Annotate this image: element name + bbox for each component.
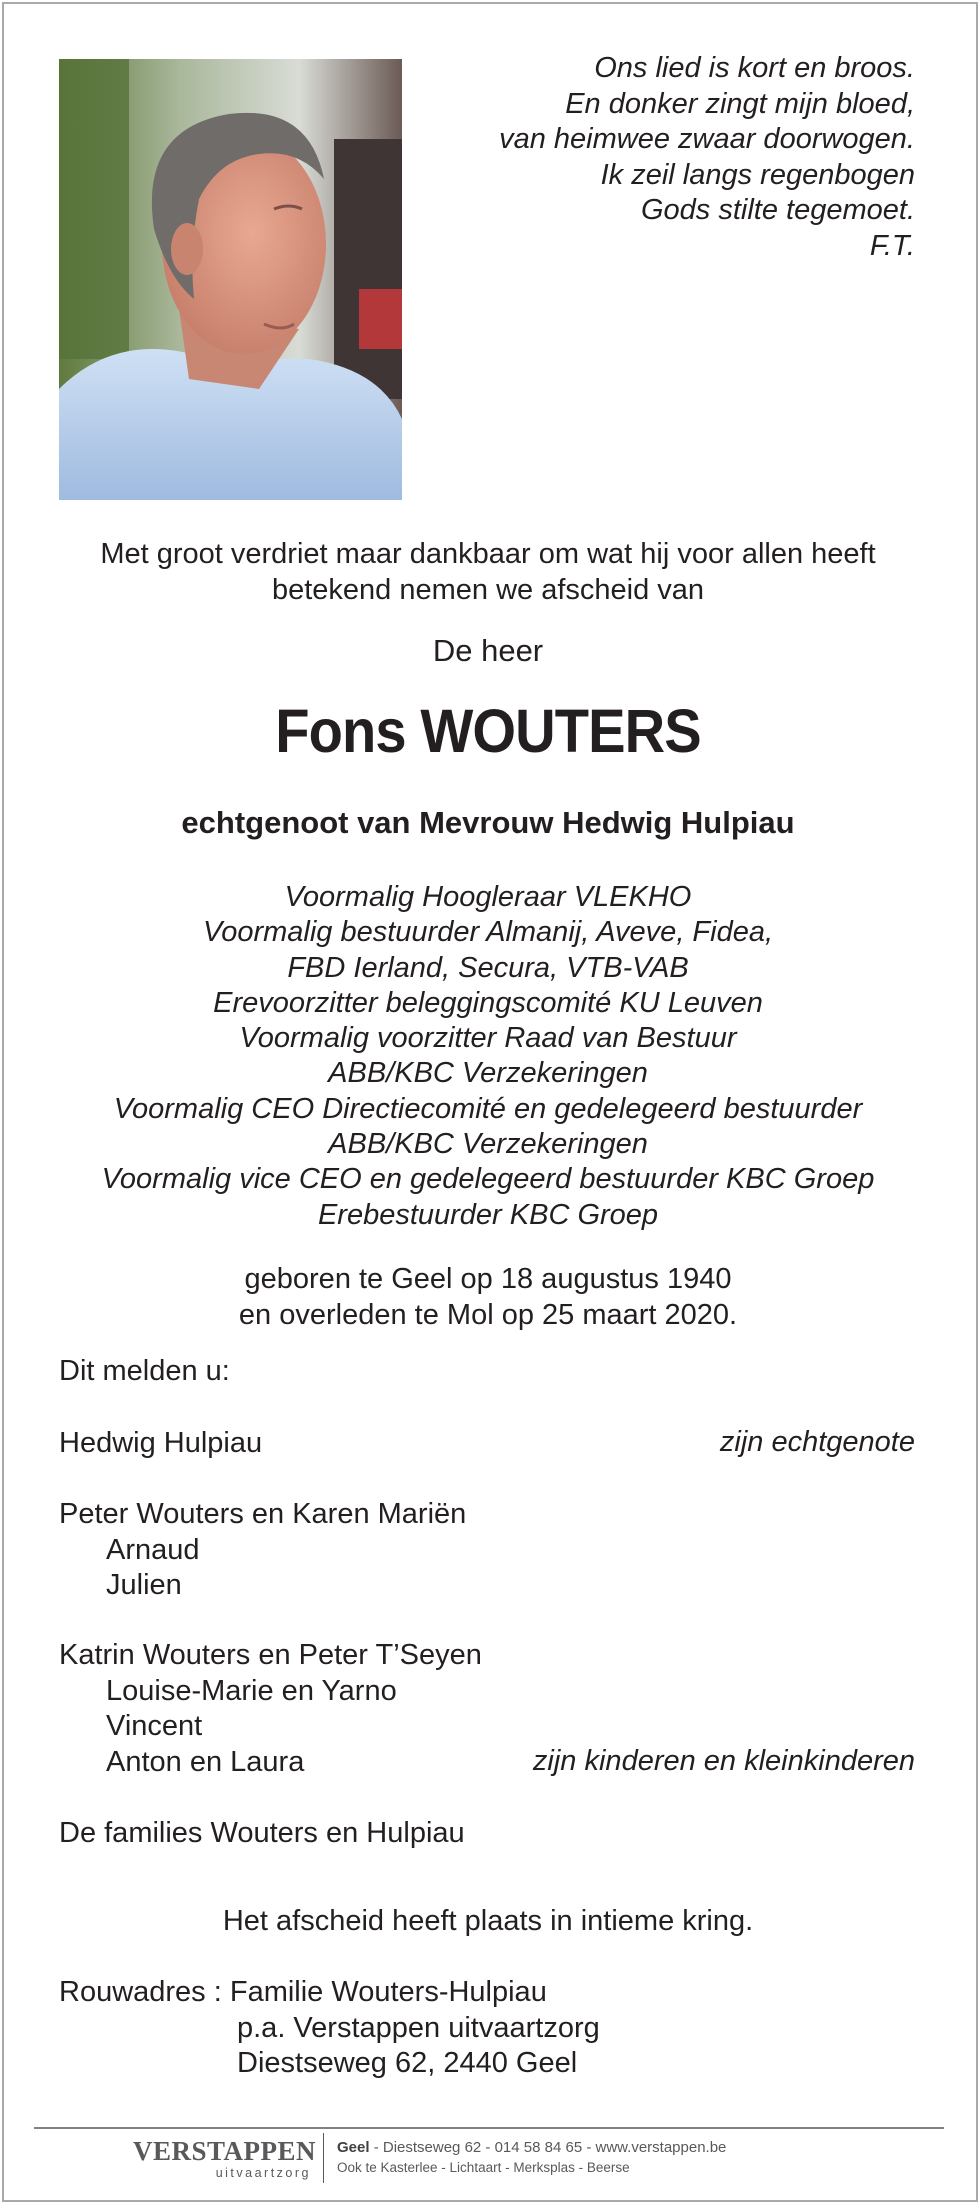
title-line: FBD Ierland, Secura, VTB-VAB: [287, 951, 689, 984]
grandchild-name: Louise-Marie en Yarno: [106, 1674, 397, 1707]
poem-line: Ik zeil langs regenbogen: [600, 158, 915, 191]
grandchild-name: Julien: [106, 1569, 182, 1601]
title-line: Voormalig voorzitter Raad van Bestuur: [239, 1022, 737, 1055]
portrait-illustration: [59, 59, 402, 500]
poem-line: En donker zingt mijn bloed,: [565, 87, 915, 120]
death-line: en overleden te Mol op 25 maart 2020.: [238, 1298, 738, 1331]
title-line: Voormalig Hoogleraar VLEKHO: [284, 881, 692, 913]
verstappen-logo: [133, 2136, 317, 2180]
footer-city: Geel: [337, 2139, 370, 2156]
mourning-address: [59, 1975, 600, 2082]
poem-line: Gods stilte tegemoet.: [640, 194, 915, 226]
salutation: De heer: [432, 633, 544, 668]
logo-wordmark: VERSTAPPEN: [133, 2136, 317, 2166]
grandchild-name: Anton en Laura: [106, 1745, 305, 1778]
spouse-relation: zijn echtgenote: [719, 1426, 915, 1458]
poem: [395, 51, 915, 264]
spouse-name: Hedwig Hulpiau: [59, 1427, 263, 1459]
address-line: p.a. Verstappen uitvaartzorg: [237, 2011, 600, 2044]
birth-line: geboren te Geel op 18 augustus 1940: [244, 1263, 732, 1295]
address-line: Diestseweg 62, 2440 Geel: [237, 2047, 578, 2079]
title-line: ABB/KBC Verzekeringen: [328, 1128, 648, 1161]
dates: [0, 1262, 976, 1333]
poem-line: van heimwee zwaar doorwogen.: [499, 123, 915, 155]
portrait-photo: [59, 59, 402, 500]
title-line: ABB/KBC Verzekeringen: [328, 1057, 648, 1090]
grandchild-name: Vincent: [106, 1710, 203, 1742]
intro-line: Met groot verdriet maar dankbaar om wat hij voor allen heeft: [100, 538, 876, 570]
title-line: Erevoorzitter beleggingscomité KU Leuven: [213, 986, 763, 1019]
child-name: Katrin Wouters en Peter T’Seyen: [59, 1639, 482, 1671]
children-relation: zijn kinderen en kleinkinderen: [532, 1745, 915, 1777]
child-family-2: [59, 1638, 482, 1780]
families-line: De families Wouters en Hulpiau: [59, 1817, 465, 1849]
footer-divider: [34, 2127, 944, 2129]
footer-separator: [323, 2133, 324, 2183]
titles-list: [0, 880, 976, 1233]
address-label: Rouwadres : Familie Wouters-Hulpiau: [59, 1976, 547, 2008]
title-line: Voormalig bestuurder Almanij, Aveve, Fidea,: [202, 916, 774, 949]
deceased-name: Fons WOUTERS: [275, 697, 701, 765]
poem-author: F.T.: [869, 229, 915, 262]
intro-text: [0, 537, 976, 608]
announce-label: Dit melden u:: [59, 1355, 230, 1387]
logo-tagline: uitvaartzorg: [215, 2166, 311, 2180]
child-name: Peter Wouters en Karen Mariën: [59, 1498, 467, 1530]
spouse-line: echtgenoot van Mevrouw Hedwig Hulpiau: [181, 805, 795, 840]
poem-line: Ons lied is kort en broos.: [594, 52, 915, 84]
title-line: Voormalig vice CEO en gedelegeerd bestuurder KBC Groep: [101, 1163, 875, 1196]
footer-branches: Ook te Kasterlee - Lichtaart - Merksplas - Beerse: [337, 2160, 630, 2175]
footer-contact: [337, 2138, 726, 2178]
title-line: Voormalig CEO Directiecomité en gedelegeerd bestuurder: [113, 1092, 863, 1125]
child-family-1: [59, 1497, 466, 1604]
intro-line: betekend nemen we afscheid van: [271, 573, 705, 606]
title-line: Erebestuurder KBC Groep: [317, 1198, 659, 1231]
farewell-text: Het afscheid heeft plaats in intieme kring.: [222, 1905, 754, 1937]
footer-contact-details: - Diestseweg 62 - 014 58 84 65 - www.verstappen.be: [369, 2139, 727, 2156]
grandchild-name: Arnaud: [106, 1533, 200, 1566]
